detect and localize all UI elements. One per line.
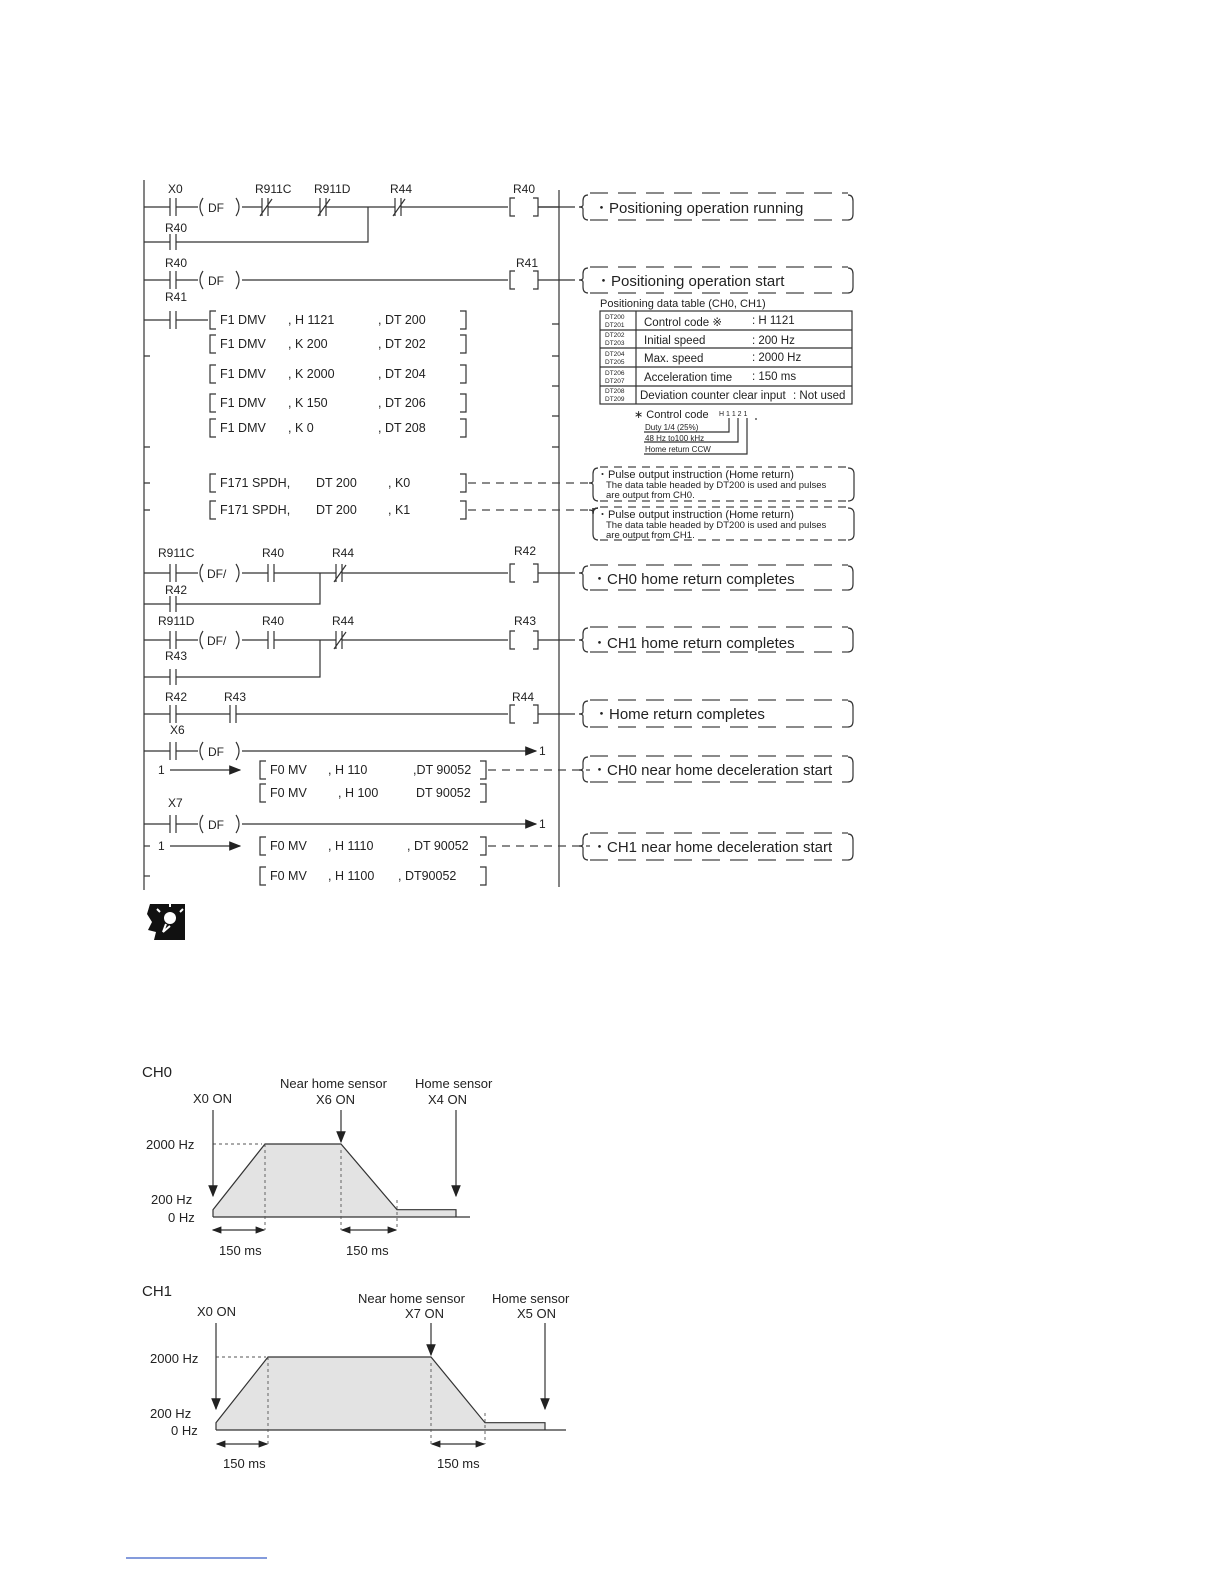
comment-pulse-ch0: are output from CH0.	[606, 490, 695, 501]
flag-one: 1	[158, 763, 165, 777]
df-neg-label: DF/	[207, 567, 227, 581]
coil-label-r40: R40	[513, 182, 536, 196]
table-value: : H 1121	[752, 315, 795, 327]
instr-src: , H 1121	[288, 313, 335, 327]
rung-positioning-running	[144, 182, 575, 250]
coil-label-r44: R44	[512, 690, 535, 704]
rung-home-return	[144, 690, 575, 723]
comment-start: ・Positioning operation start	[596, 273, 785, 290]
table-label: Max. speed	[644, 353, 704, 365]
rung-positioning-start	[144, 256, 575, 329]
coil-label-r43: R43	[514, 614, 537, 628]
y-tick-2000: 2000 Hz	[150, 1351, 199, 1366]
contact-label-r911d: R911D	[314, 182, 351, 196]
annotation-x0-on: X0 ON	[193, 1091, 233, 1106]
comment-ch1-home: ・CH1 home return completes	[592, 635, 795, 652]
instr-dst: , DT 200	[378, 313, 426, 327]
interval-label: 150 ms	[346, 1243, 389, 1258]
table-label: Acceleration time	[644, 372, 733, 384]
y-tick-200: 200 Hz	[150, 1406, 192, 1421]
instr-op: F0 MV	[270, 786, 307, 800]
rung-x6-near-home	[144, 723, 590, 802]
instr-src: , H 110	[328, 763, 368, 777]
instr-dst: , K0	[388, 476, 411, 490]
instr-src: , H 1110	[328, 839, 374, 853]
table-label: Initial speed	[644, 335, 706, 347]
coil-label-r42: R42	[514, 544, 537, 558]
control-code-value: H 1 1 2 1	[719, 411, 748, 418]
df-label: DF	[208, 201, 224, 215]
contact-label-r43: R43	[165, 649, 188, 663]
flag-one: 1	[158, 839, 165, 853]
instr-src: , H 1100	[328, 869, 375, 883]
instr-op: F0 MV	[270, 869, 307, 883]
table-value: : Not used	[793, 390, 846, 402]
instr-src: DT 200	[316, 503, 357, 517]
instr-dst: , DT90052	[398, 869, 457, 883]
table-addr: DT206	[605, 370, 625, 377]
annotation-x6-on: X6 ON	[316, 1092, 356, 1107]
instr-src: , K 200	[288, 337, 328, 351]
annotation-x4-on: X4 ON	[428, 1092, 468, 1107]
chart-title: CH1	[142, 1283, 173, 1300]
instr-dst: , DT 206	[378, 396, 426, 410]
instr-op: F171 SPDH,	[220, 476, 291, 490]
rung-ch1-home-return	[144, 614, 575, 685]
control-code-note: ∗ Control code	[634, 409, 709, 421]
contact-label-r911c: R911C	[158, 546, 195, 560]
contact-label-r40: R40	[262, 546, 285, 560]
table-label: Deviation counter clear input	[640, 390, 786, 402]
comment-ch1-decel: ・CH1 near home deceleration start	[592, 839, 833, 856]
annotation-home-sensor: Home sensor	[492, 1291, 570, 1306]
contact-label-x7: X7	[168, 796, 183, 810]
instr-dst: , K1	[388, 503, 411, 517]
instr-src: , K 150	[288, 396, 328, 410]
y-tick-0: 0 Hz	[171, 1423, 198, 1438]
interval-label: 150 ms	[437, 1456, 480, 1471]
contact-label-x6: X6	[170, 723, 185, 737]
control-code-line: Duty 1/4 (25%)	[645, 423, 699, 432]
instr-op: F0 MV	[270, 763, 307, 777]
table-addr: DT204	[605, 351, 625, 358]
instr-dst: , DT 202	[378, 337, 426, 351]
table-addr: DT209	[605, 396, 625, 403]
spdh-instructions	[210, 474, 590, 519]
annotation-x0-on: X0 ON	[197, 1304, 237, 1319]
instr-dst: , DT 208	[378, 421, 426, 435]
annotation-near-home: Near home sensor	[280, 1076, 387, 1091]
table-addr: DT200	[605, 314, 625, 321]
instr-op: F1 DMV	[220, 337, 266, 351]
contact-label-r44: R44	[332, 614, 355, 628]
table-addr: DT203	[605, 340, 625, 347]
df-neg-label: DF/	[207, 634, 227, 648]
annotation-x5-on: X5 ON	[517, 1306, 557, 1321]
instr-op: F1 DMV	[220, 396, 266, 410]
contact-label-r40: R40	[262, 614, 285, 628]
instr-op: F1 DMV	[220, 367, 266, 381]
contact-label-r43: R43	[224, 690, 247, 704]
table-addr: DT201	[605, 322, 625, 329]
instr-op: F1 DMV	[220, 313, 266, 327]
table-label: Control code ※	[644, 317, 723, 329]
chart-ch0	[142, 1064, 493, 1258]
df-label: DF	[208, 745, 224, 759]
instr-dst: , DT 90052	[407, 839, 469, 853]
comment-pulse-title: ・Pulse output instruction (Home return)	[597, 509, 794, 521]
comment-ch0-decel: ・CH0 near home deceleration start	[592, 762, 833, 779]
table-value: : 2000 Hz	[752, 352, 802, 364]
comment-ch0-home: ・CH0 home return completes	[592, 571, 795, 588]
y-tick-0: 0 Hz	[168, 1210, 195, 1225]
instr-src: , H 100	[338, 786, 379, 800]
control-code-line: 48 Hz to100 kHz	[645, 434, 705, 443]
chart-title: CH0	[142, 1064, 173, 1081]
table-addr: DT202	[605, 332, 625, 339]
comment-pulse-line: The data table headed by DT200 is used and pulses	[606, 480, 827, 491]
flag-one: 1	[539, 744, 546, 758]
table-addr: DT207	[605, 378, 625, 385]
df-label: DF	[208, 274, 224, 288]
instr-dst: DT 90052	[416, 786, 471, 800]
chart-ch1	[142, 1283, 570, 1471]
contact-label-r40-b: R40	[165, 256, 188, 270]
rung-x7-near-home	[144, 796, 590, 885]
instr-src: , K 0	[288, 421, 314, 435]
comment-pulse-line: The data table headed by DT200 is used and pulses	[606, 520, 827, 531]
contact-label-x0: X0	[168, 182, 183, 196]
instr-src: , K 2000	[288, 367, 335, 381]
contact-label-r44: R44	[332, 546, 355, 560]
interval-label: 150 ms	[219, 1243, 262, 1258]
contact-label-r40-hold: R40	[165, 221, 188, 235]
contact-label-r42: R42	[165, 583, 188, 597]
contact-label-r911d: R911D	[158, 614, 195, 628]
contact-label-r41: R41	[165, 290, 188, 304]
contact-label-r911c: R911C	[255, 182, 292, 196]
annotation-near-home: Near home sensor	[358, 1291, 465, 1306]
lightbulb-icon	[147, 904, 185, 940]
comment-pulse-title: ・Pulse output instruction (Home return)	[597, 469, 794, 481]
speed-profile-area	[213, 1144, 456, 1217]
table-addr: DT208	[605, 388, 625, 395]
flag-one: 1	[539, 817, 546, 831]
contact-label-r42: R42	[165, 690, 188, 704]
interval-label: 150 ms	[223, 1456, 266, 1471]
comment-home: ・Home return completes	[594, 706, 765, 723]
positioning-data-table	[600, 298, 852, 454]
instr-op: F171 SPDH,	[220, 503, 291, 517]
comment-boxes	[579, 193, 854, 860]
table-addr: DT205	[605, 359, 625, 366]
y-tick-2000: 2000 Hz	[146, 1137, 195, 1152]
df-label: DF	[208, 818, 224, 832]
annotation-x7-on: X7 ON	[405, 1306, 445, 1321]
y-tick-200: 200 Hz	[151, 1192, 193, 1207]
instr-op: F0 MV	[270, 839, 307, 853]
instr-src: DT 200	[316, 476, 357, 490]
annotation-home-sensor: Home sensor	[415, 1076, 493, 1091]
instr-dst: , DT 204	[378, 367, 426, 381]
rung-ch0-home-return	[144, 544, 575, 612]
table-title: Positioning data table (CH0, CH1)	[600, 298, 766, 310]
comment-pulse-ch1: are output from CH1.	[606, 530, 695, 541]
table-value: : 150 ms	[752, 371, 797, 383]
contact-label-r44: R44	[390, 182, 413, 196]
control-code-line: Home return CCW	[645, 445, 711, 454]
speed-profile-area	[216, 1357, 545, 1430]
table-value: : 200 Hz	[752, 335, 795, 347]
instr-dst: ,DT 90052	[413, 763, 472, 777]
instr-op: F1 DMV	[220, 421, 266, 435]
coil-label-r41: R41	[516, 256, 539, 270]
comment-running: ・Positioning operation running	[594, 200, 804, 217]
